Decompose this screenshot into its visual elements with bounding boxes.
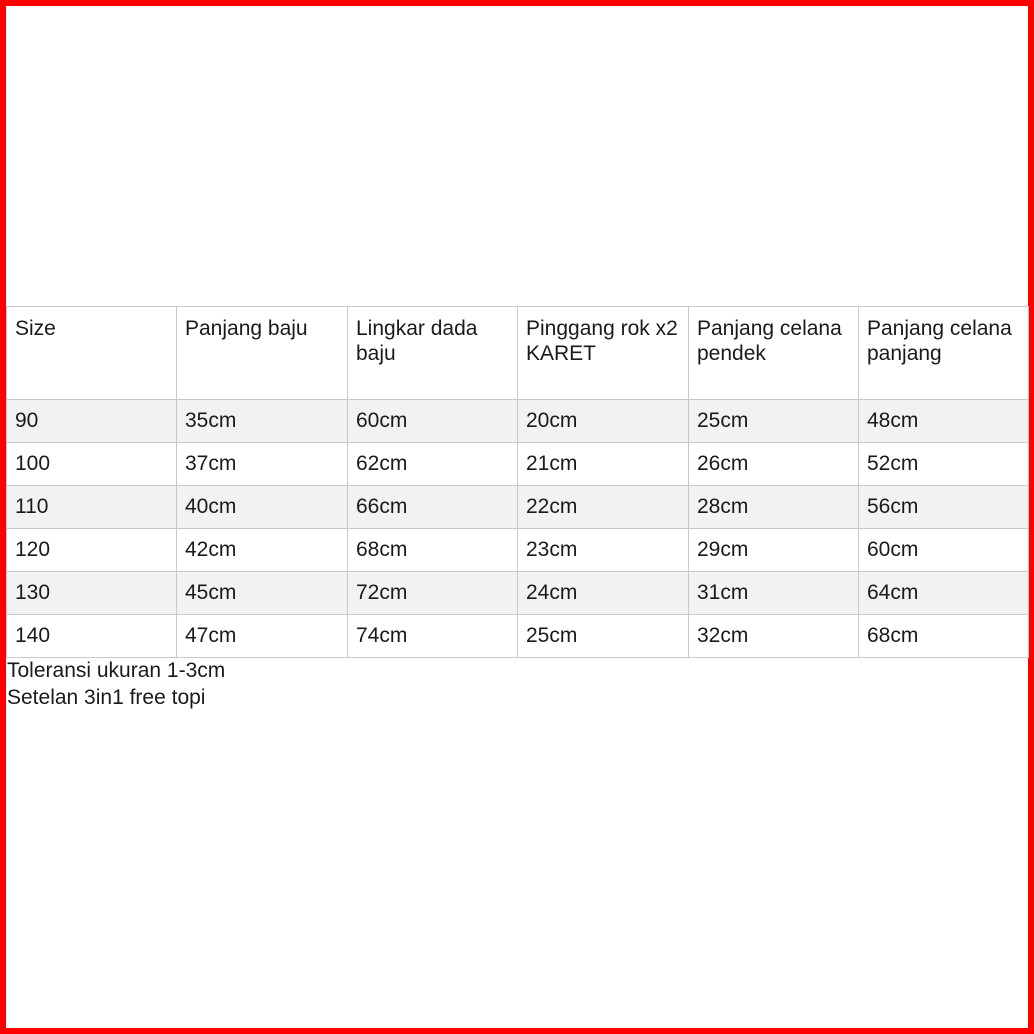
- cell-pinggang-rok: 25cm: [518, 615, 689, 658]
- cell-size: 100: [7, 443, 177, 486]
- header-size: Size: [7, 307, 177, 400]
- cell-size: 110: [7, 486, 177, 529]
- cell-celana-panjang: 60cm: [859, 529, 1029, 572]
- cell-celana-pendek: 29cm: [689, 529, 859, 572]
- cell-celana-pendek: 28cm: [689, 486, 859, 529]
- cell-lingkar-dada: 72cm: [348, 572, 518, 615]
- header-panjang-celana-panjang: Panjang celana panjang: [859, 307, 1029, 400]
- table-row: [7, 486, 1029, 529]
- table-row: [7, 443, 1029, 486]
- cell-celana-panjang: 48cm: [859, 400, 1029, 443]
- cell-pinggang-rok: 20cm: [518, 400, 689, 443]
- size-notes: [7, 657, 225, 711]
- cell-lingkar-dada: 68cm: [348, 529, 518, 572]
- cell-pinggang-rok: 21cm: [518, 443, 689, 486]
- header-panjang-baju: Panjang baju: [177, 307, 348, 400]
- table-row: [7, 572, 1029, 615]
- cell-celana-pendek: 25cm: [689, 400, 859, 443]
- cell-size: 140: [7, 615, 177, 658]
- table-header-row: [7, 307, 1029, 400]
- cell-pinggang-rok: 22cm: [518, 486, 689, 529]
- table-row: [7, 615, 1029, 658]
- cell-lingkar-dada: 74cm: [348, 615, 518, 658]
- cell-pinggang-rok: 24cm: [518, 572, 689, 615]
- table-row: [7, 529, 1029, 572]
- cell-pinggang-rok: 23cm: [518, 529, 689, 572]
- cell-celana-pendek: 26cm: [689, 443, 859, 486]
- note-tolerance: Toleransi ukuran 1-3cm: [7, 659, 226, 682]
- cell-celana-panjang: 68cm: [859, 615, 1029, 658]
- cell-celana-panjang: 56cm: [859, 486, 1029, 529]
- header-lingkar-dada-baju: Lingkar dada baju: [348, 307, 518, 400]
- cell-lingkar-dada: 60cm: [348, 400, 518, 443]
- table-row: [7, 400, 1029, 443]
- cell-celana-pendek: 31cm: [689, 572, 859, 615]
- cell-celana-pendek: 32cm: [689, 615, 859, 658]
- header-panjang-celana-pendek: Panjang celana pendek: [689, 307, 859, 400]
- cell-panjang-baju: 47cm: [177, 615, 348, 658]
- header-pinggang-rok: Pinggang rok x2 KARET: [518, 307, 689, 400]
- cell-size: 120: [7, 529, 177, 572]
- cell-panjang-baju: 37cm: [177, 443, 348, 486]
- note-set-contents: Setelan 3in1 free topi: [7, 686, 206, 709]
- cell-lingkar-dada: 66cm: [348, 486, 518, 529]
- cell-panjang-baju: 45cm: [177, 572, 348, 615]
- cell-panjang-baju: 35cm: [177, 400, 348, 443]
- cell-panjang-baju: 42cm: [177, 529, 348, 572]
- cell-size: 90: [7, 400, 177, 443]
- cell-celana-panjang: 64cm: [859, 572, 1029, 615]
- cell-size: 130: [7, 572, 177, 615]
- cell-panjang-baju: 40cm: [177, 486, 348, 529]
- size-chart-table: [6, 306, 1029, 658]
- cell-lingkar-dada: 62cm: [348, 443, 518, 486]
- cell-celana-panjang: 52cm: [859, 443, 1029, 486]
